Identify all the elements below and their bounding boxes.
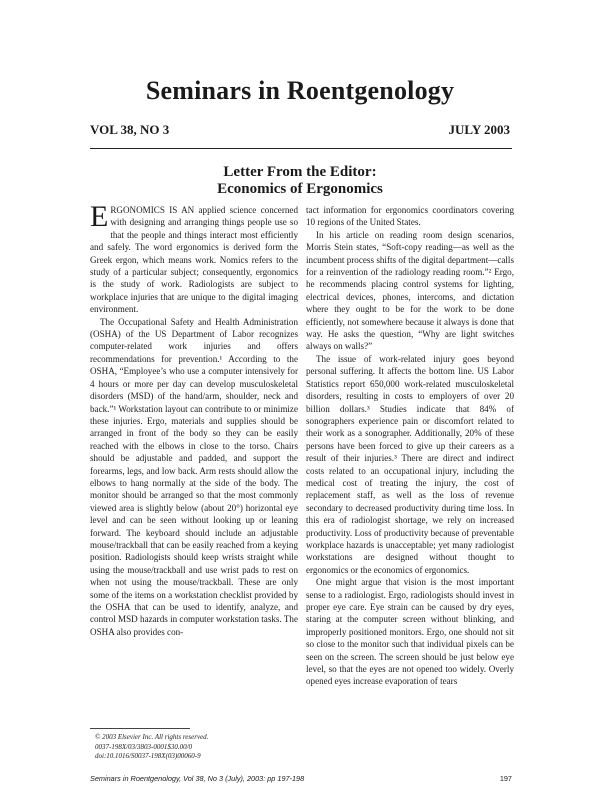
- copyright-line: © 2003 Elsevier Inc. All rights reserved.: [95, 733, 209, 741]
- paragraph-text: RGONOMICS IS AN applied science concerned with designing and arranging things people use so that the people and things interact most efficiently and safely. The word ergonomics is derived form the Greek ergon, which means work. Nomics refers to the study of a particular subject; consequently, ergonomics is the study of work. Radiologists are subject to workplace injuries that are unique to the digital imaging environment.: [90, 205, 298, 315]
- article-title: [0, 164, 600, 198]
- copyright-footnote: [95, 733, 208, 762]
- paragraph: One might argue that vision is the most important sense to a radiologist. Ergo, radiologists should invest in proper eye care. Eye strain can be caused by dry eyes, staring at the computer screen without blinking, and improperly positioned monitors. Ergo, one should not sit so close to the monitor such that individual pixels can be seen on the screen. The screen should be just below eye level, so that the eyes are not opened too widely. Overly opened eyes increase evaporation of tears: [306, 577, 514, 687]
- paragraph: The issue of work-related injury goes beyond personal suffering. It affects the bottom line. US Labor Statistics report 650,000 work-related musculoskeletal disorders, resulting in costs to employers of over 20 billion dollars.³ Studies indicate that 84% of sonographers experience pain or discomfort related to their work as a sonographer. Additionally, 20% of these persons have been forced to give up their careers as a result of their injuries.³ There are direct and indirect costs related to an occupational injury, including the medical cost of treating the injury, the cost of replacement staff, as well as the loss of revenue secondary to decreased productivity during time loss. In this era of radiologist shortage, we rely on increased productivity. Loss of productivity because of preventable workplace hazards is unacceptable; yet many radiologist workstations are designed without thought to ergonomics or the economics of ergonomics.: [306, 353, 514, 575]
- paragraph: The Occupational Safety and Health Administration (OSHA) of the US Department of Labor recognizes computer-related work injuries and offers recommendations for prevention.¹ According to the OSHA, “Employee’s who use a computer intensively for 4 hours or more per day can develop musculoskeletal disorders (MSD) of the hand/arm, shoulder, neck and back.”¹ Workstation layout can contribute to or minimize these injuries. Ergo, materials and supplies should be arranged in front of the body so they can be easily reached with the elbows in close to the torso. Chairs should be adjustable and padded, and support the forearms, legs, and low back. Arm rests should allow the elbows to hang normally at the side of the body. The monitor should be arranged so that the most commonly viewed area is slightly below (about 20°) horizontal eye level and can be seen without looking up or leaning forward. The keyboard should include an adjustable mouse/trackball that can be easily reached from a keying position. Radiologists should keep wrists straight while using the mouse/trackball and use wrist pads to rest on when not using the mouse/trackball. These are only some of the items on a workstation checklist provided by the OSHA that can be used to identify, analyze, and control MSD hazards in computer workstation tasks. The OSHA also provides con-: [90, 316, 298, 637]
- right-column: [306, 204, 514, 688]
- issue-volume: VOL 38, NO 3: [90, 122, 170, 137]
- issn-line: 0037-198X/03/3803-0001$30.00/0: [95, 742, 193, 751]
- footer-citation: Seminars in Roentgenology, Vol 38, No 3 (July), 2003: pp 197-198: [90, 774, 305, 783]
- page-number: 197: [499, 774, 512, 783]
- article-title-line-1: Letter From the Editor:: [223, 164, 377, 180]
- doi-line: doi:10.1016/S0037-198X(03)00060-9: [95, 752, 201, 760]
- left-column: [90, 200, 298, 638]
- issue-date: JULY 2003: [448, 122, 510, 137]
- paragraph: In his article on reading room design scenarios, Morris Stein states, “Soft-copy reading—as well as the incumbent process shifts of the digital department—calls for a reinvention of the radiology reading room.”² Ergo, he recommends placing control systems for lighting, electrical devices, phones, intercoms, and dictation where they ought to be for the work to be done efficiently, not somewhere because it always is done that way. He asks the question, “Why are light switches always on walls?”: [306, 229, 514, 352]
- paragraph: tact information for ergonomics coordinators covering 10 regions of the United States.: [306, 205, 514, 228]
- paragraph: [90, 200, 298, 316]
- journal-title: Seminars in Roentgenology: [145, 76, 455, 105]
- header-rule: [90, 148, 512, 149]
- drop-cap: E: [90, 200, 109, 233]
- footnote-rule: [90, 728, 190, 729]
- article-title-line-2: Economics of Ergonomics: [217, 181, 383, 197]
